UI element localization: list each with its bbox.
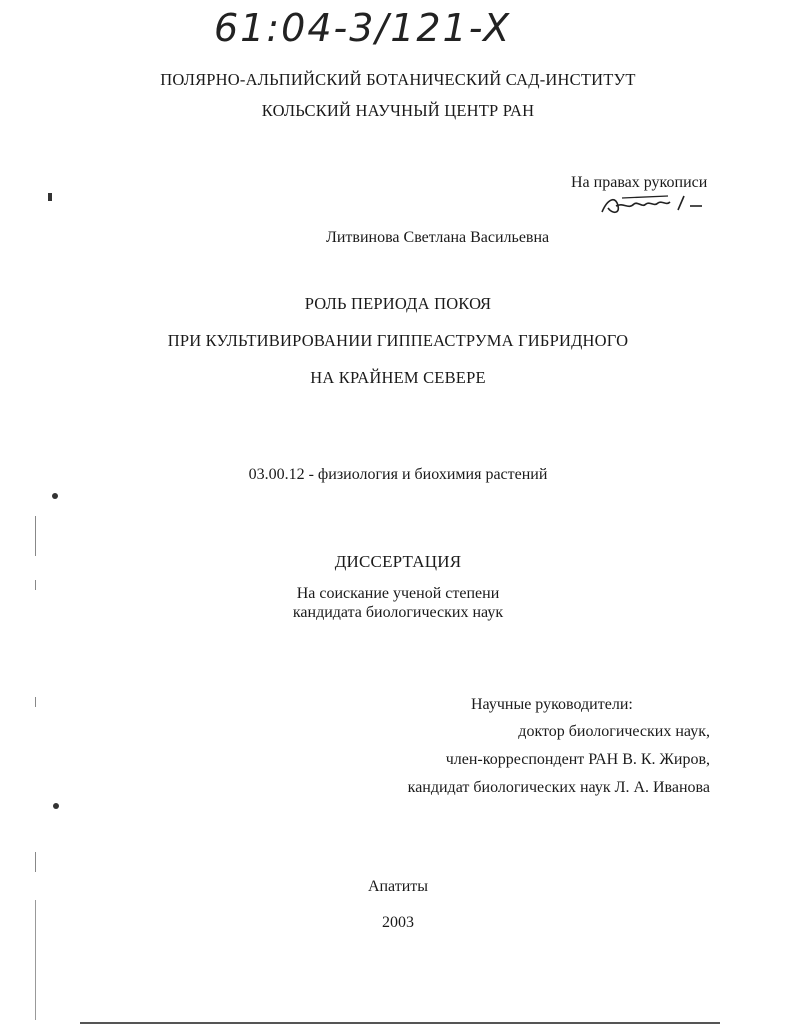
- title-line-1: РОЛЬ ПЕРИОДА ПОКОЯ: [304, 294, 492, 313]
- supervisors-heading: Научные руководители:: [471, 696, 633, 713]
- scan-mark: [35, 580, 36, 590]
- page-bottom-edge: [80, 1022, 720, 1024]
- degree-line-1: На соискание ученой степени: [296, 585, 500, 602]
- title-line-2: ПРИ КУЛЬТИВИРОВАНИИ ГИППЕАСТРУМА ГИБРИДНОГО: [167, 331, 629, 350]
- supervisor-line-3: кандидат биологических наук Л. А. Иванова: [407, 779, 710, 796]
- work-type: ДИССЕРТАЦИЯ: [334, 552, 462, 571]
- scan-mark: [35, 697, 36, 707]
- scan-mark: [53, 803, 59, 809]
- title-line-3: НА КРАЙНЕМ СЕВЕРЕ: [310, 368, 486, 387]
- specialty-code: 03.00.12 - физиология и биохимия растений: [248, 466, 548, 483]
- supervisor-line-1: доктор биологических наук,: [518, 723, 710, 740]
- scan-mark: [35, 516, 36, 556]
- institute-name: ПОЛЯРНО-АЛЬПИЙСКИЙ БОТАНИЧЕСКИЙ САД-ИНСТИТУТ: [160, 70, 636, 89]
- degree-line-2: кандидата биологических наук: [292, 604, 504, 621]
- scan-mark: [52, 493, 58, 499]
- signature-icon: [598, 192, 708, 218]
- research-center-name: КОЛЬСКИЙ НАУЧНЫЙ ЦЕНТР РАН: [261, 101, 535, 120]
- supervisor-line-2: член-корреспондент РАН В. К. Жиров,: [445, 751, 710, 768]
- scan-mark: [35, 852, 36, 872]
- year: 2003: [382, 914, 414, 931]
- archive-code-handwritten: 61:04-3/121-X: [214, 6, 512, 50]
- place: Апатиты: [367, 878, 429, 895]
- scan-mark: [48, 193, 52, 201]
- rights-note: На правах рукописи: [571, 174, 708, 191]
- scan-mark: [35, 900, 36, 1020]
- author-name: Литвинова Светлана Васильевна: [326, 229, 550, 246]
